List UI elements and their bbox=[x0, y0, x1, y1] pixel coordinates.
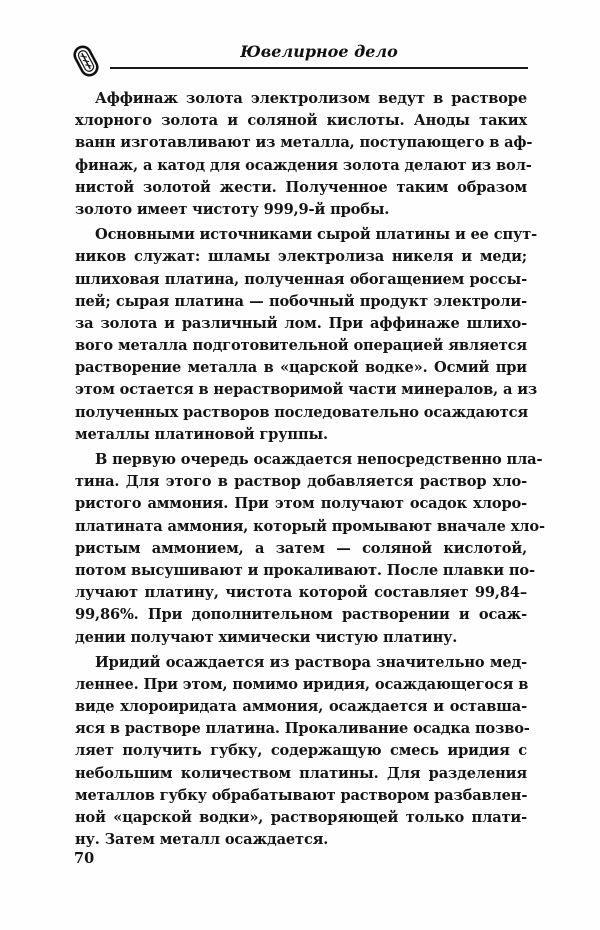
text-line: ванн изготавливают из металла, поступающего в аф- bbox=[75, 134, 533, 152]
text-line: полученных растворов последовательно осаждаются bbox=[75, 403, 528, 421]
text-line: финаж, а катод для осаждения золота делают из вол- bbox=[75, 156, 532, 174]
text-line: Основными источниками сырой платины и ее спут- bbox=[95, 226, 538, 244]
text-line: тина. Для этого в раствор добавляется раствор хло- bbox=[75, 473, 527, 491]
text-line: ристым аммонием, а затем — соляной кислотой, bbox=[75, 539, 527, 557]
paragraph bbox=[75, 449, 545, 649]
running-head: Ювелирное дело bbox=[240, 42, 398, 61]
paragraph bbox=[75, 224, 538, 446]
text-line: шлиховая платина, полученная обогащением россы- bbox=[75, 270, 527, 288]
text-line: Аффинаж золота электролизом ведут в растворе bbox=[95, 90, 527, 107]
text-line: платината аммония, который промывают вначале хло- bbox=[75, 517, 545, 535]
text-line: растворение металла в «царской водке». Осмий при bbox=[75, 359, 527, 377]
text-line: ну. Затем металл осаждается. bbox=[75, 831, 329, 849]
text-line: небольшим количеством платины. Для разделения bbox=[75, 764, 527, 782]
text-line: дении получают химически чистую платину. bbox=[75, 628, 458, 646]
text-line: ляет получить губку, содержащую смесь иридия с bbox=[75, 742, 527, 760]
text-line: ристого аммония. При этом получают осадок хлоро- bbox=[75, 495, 527, 513]
text-line: этом остается в нерастворимой части минералов, а из bbox=[75, 381, 538, 399]
text-line: хлорного золота и соляной кислоты. Аноды таких bbox=[75, 112, 527, 130]
text-line: золото имеет чистоту 999,9-й пробы. bbox=[75, 200, 390, 218]
text-line: ной «царской водки», растворяющей только плати- bbox=[75, 809, 527, 826]
text-line: В первую очередь осаждается непосредственно пла- bbox=[95, 451, 543, 468]
page-number: 70 bbox=[74, 850, 95, 867]
text-line: металлов губку обрабатывают раствором разбавлен- bbox=[75, 786, 528, 804]
text-line: за золота и различный лом. При аффинаже шлихо- bbox=[75, 314, 527, 332]
header-rule bbox=[110, 67, 528, 69]
text-line: леннее. При этом, помимо иридия, осаждающегося в bbox=[75, 675, 529, 693]
text-line: Иридий осаждается из раствора значительно мед- bbox=[95, 653, 527, 671]
paragraph bbox=[75, 652, 530, 852]
text-line: яся в растворе платина. Прокаливание осадка позво- bbox=[75, 720, 530, 738]
text-line: 99,86%. При дополнительном растворении и осаж- bbox=[75, 606, 527, 624]
text-line: ников служат: шламы электролиза никеля и меди; bbox=[75, 248, 527, 266]
text-line: виде хлороиридата аммония, осаждается и оставша- bbox=[75, 698, 527, 716]
text-line: лучают платину, чистота которой составляет 99,84– bbox=[75, 584, 527, 602]
text-line: потом высушивают и прокаливают. После плавки по- bbox=[75, 561, 535, 579]
body-text bbox=[75, 88, 545, 854]
text-line: металлы платиновой группы. bbox=[75, 425, 328, 443]
ornament-icon bbox=[73, 44, 99, 78]
text-line: пей; сырая платина — побочный продукт электроли- bbox=[75, 292, 527, 310]
paragraph bbox=[75, 88, 533, 221]
text-line: нистой золотой жести. Полученное таким образом bbox=[75, 178, 527, 196]
text-line: вого металла подготовительной операцией является bbox=[75, 337, 527, 355]
